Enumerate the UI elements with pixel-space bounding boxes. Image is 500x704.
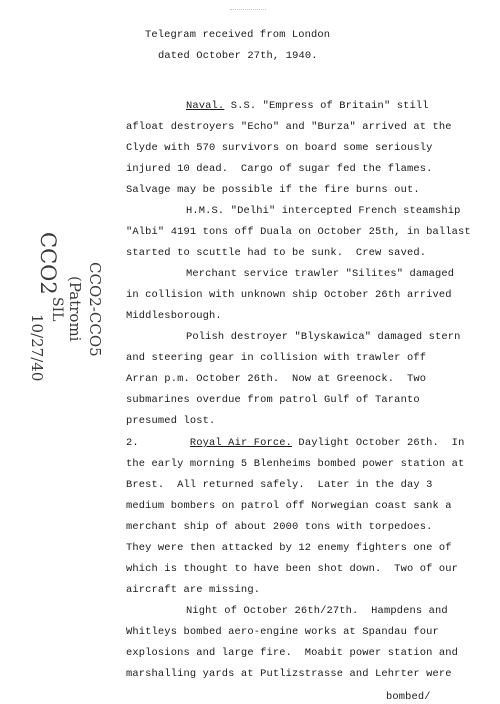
raf-heading: Royal Air Force. — [189, 437, 293, 449]
naval-p1-line-0: S.S. "Empress of Britain" still — [224, 100, 429, 112]
naval-p2-line-1: "Albi" 4191 tons off Duala on October 25th, in ballast — [126, 226, 471, 238]
margin-note-1: CCO2 — [36, 232, 60, 295]
naval-p4-line-3: submarines overdue from patrol Gulf of Taranto — [126, 394, 420, 406]
raf-p1-line-7: aircraft are missing. — [126, 584, 261, 596]
faint-mark — [230, 9, 266, 14]
naval-p4-line-4: presumed lost. — [126, 415, 216, 427]
header-line-1: Telegram received from London — [145, 29, 331, 41]
raf-p1-line-5: They were then attacked by 12 enemy fighters one of — [126, 542, 452, 554]
naval-p1-line-2: Clyde with 570 survivors on board some seriously — [126, 142, 433, 154]
continuation-word: bombed/ — [386, 691, 431, 703]
margin-note-5: 10/27/40 — [28, 314, 46, 382]
raf-p2-line-3: marshalling yards at Putlizstrasse and Lehrter were — [126, 668, 452, 680]
naval-p3-line-2: Middlesborough. — [126, 310, 222, 322]
naval-p4-line-0: Polish destroyer "Blyskawica" damaged stern — [186, 331, 461, 343]
raf-p1-line-3: medium bombers on patrol off Norwegian coast sank a — [126, 500, 452, 512]
naval-p2-line-0: H.M.S. "Delhi" intercepted French steamship — [186, 205, 461, 217]
raf-p1-line-2: Brest. All returned safely. Later in the day 3 — [126, 479, 433, 491]
raf-p2-line-1: Whitleys bombed aero-engine works at Spandau four — [126, 626, 439, 638]
naval-p1-line-3: injured 10 dead. Cargo of sugar fed the flames. — [126, 163, 433, 175]
raf-section-number: 2. — [126, 437, 139, 449]
naval-p3-line-0: Merchant service trawler "Silites" damaged — [186, 268, 455, 280]
margin-note-2: CCO2-CCO5 — [86, 262, 104, 357]
raf-p1-line-0: Daylight October 26th. In — [292, 437, 465, 449]
naval-p4-line-1: and steering gear in collision with trawler off — [126, 352, 427, 364]
naval-p1-line-1: afloat destroyers "Echo" and "Burza" arrived at the — [126, 121, 452, 133]
raf-p2-line-0: Night of October 26th/27th. Hampdens and — [186, 605, 448, 617]
naval-p1-line-4: Salvage may be possible if the fire burns out. — [126, 184, 420, 196]
raf-heading-line — [126, 437, 464, 450]
header-line-2: dated October 27th, 1940. — [158, 50, 318, 62]
naval-heading-line — [186, 100, 429, 113]
margin-note-3: (Patromi — [66, 276, 84, 342]
naval-p2-line-2: started to scuttle had to be sunk. Crew saved. — [126, 247, 427, 259]
raf-p2-line-2: explosions and large fire. Moabit power station and — [126, 647, 459, 659]
naval-heading: Naval. — [186, 100, 225, 112]
naval-p3-line-1: in collision with unknown ship October 26th arrived — [126, 289, 452, 301]
raf-p1-line-4: merchant ship of about 2000 tons with torpedoes. — [126, 521, 433, 533]
naval-p4-line-2: Arran p.m. October 26th. Now at Greenock. Two — [126, 373, 427, 385]
raf-p1-line-6: which is thought to have been shot down. Two of our — [126, 563, 459, 575]
margin-note-4: SIL — [49, 297, 65, 322]
raf-p1-line-1: the early morning 5 Blenheims bombed power station at — [126, 458, 465, 470]
